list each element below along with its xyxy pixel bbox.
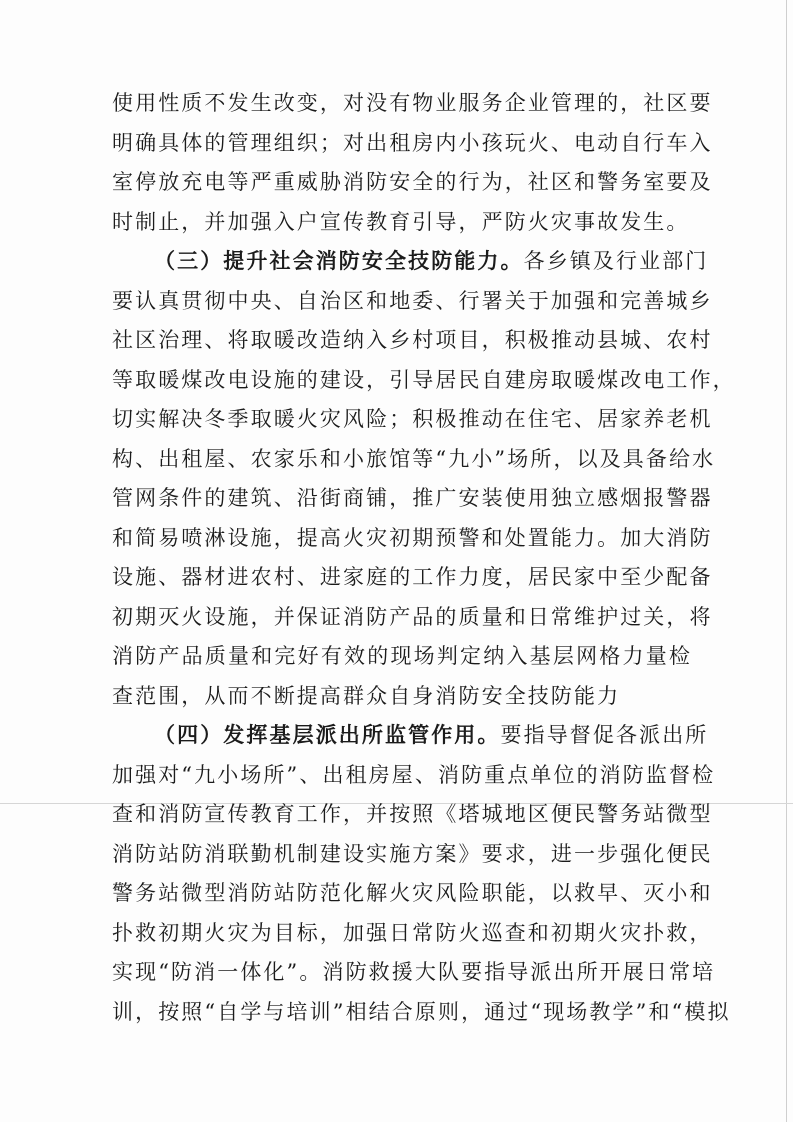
text-line: 消防站防消联勤机制建设实施方案》要求，进一步强化便民 bbox=[112, 841, 713, 866]
text-line: 构、出租屋、农家乐和小旅馆等“九小”场所，以及具备给水 bbox=[112, 446, 716, 471]
text-line: 训，按照“自学与培训”相结合原则，通过“现场教学”和“模拟 bbox=[112, 999, 731, 1024]
text-line: 扑救初期火灾为目标，加强日常防火巡查和初期火灾扑救， bbox=[112, 920, 713, 945]
text-line: 时制止，并加强入户宣传教育引导，严防火灾事故发生。 bbox=[112, 209, 690, 234]
text-line: 加强对“九小场所”、出租房屋、消防重点单位的消防监督检 bbox=[112, 762, 716, 787]
text-line: 初期灭火设施，并保证消防产品的质量和日常维护过关，将 bbox=[112, 604, 713, 629]
paragraph-4-lead: 要指导督促各派出所 bbox=[500, 723, 709, 747]
text-line: 查范围，从而不断提高群众自身消防安全技防能力 bbox=[112, 683, 621, 708]
text-line: 明确具体的管理组织；对出租房内小孩玩火、电动自行车入 bbox=[112, 130, 713, 155]
text-line: 等取暖煤改电设施的建设，引导居民自建房取暖煤改电工作， bbox=[112, 367, 736, 392]
paragraph-3-first-line bbox=[112, 242, 709, 282]
text-line: 要认真贯彻中央、自治区和地委、行署关于加强和完善城乡 bbox=[112, 288, 713, 313]
text-line: 查和消防宣传教育工作，并按照《塔城地区便民警务站微型 bbox=[112, 802, 713, 826]
paragraph-4-first-line bbox=[112, 716, 709, 756]
text-line: 社区治理、将取暖改造纳入乡村项目，积极推动县城、农村 bbox=[112, 328, 713, 352]
text-line: 切实解决冬季取暖火灾风险；积极推动在住宅、居家养老机 bbox=[112, 407, 713, 431]
body-text bbox=[112, 84, 736, 1032]
paragraph-3-heading: （三）提升社会消防安全技防能力。 bbox=[154, 249, 524, 273]
text-line: 管网条件的建筑、沿街商铺，推广安装使用独立感烟报警器 bbox=[112, 486, 713, 510]
paragraph-3-lead: 各乡镇及行业部门 bbox=[523, 249, 709, 273]
text-line: 使用性质不发生改变，对没有物业服务企业管理的，社区要 bbox=[112, 91, 713, 115]
text-line: 设施、器材进农村、进家庭的工作力度，居民家中至少配备 bbox=[112, 565, 713, 589]
text-line: 室停放充电等严重威胁消防安全的行为，社区和警务室要及 bbox=[112, 170, 713, 194]
text-line: 消防产品质量和完好有效的现场判定纳入基层网格力量检 bbox=[112, 644, 692, 668]
paragraph-4-heading: （四）发挥基层派出所监管作用。 bbox=[154, 723, 501, 747]
page-edge bbox=[786, 0, 787, 1122]
text-line: 实现“防消一体化”。消防救援大队要指导派出所开展日常培 bbox=[112, 960, 716, 984]
text-line: 和简易喷淋设施，提高火灾初期预警和处置能力。加大消防 bbox=[112, 525, 713, 550]
text-line: 警务站微型消防站防范化解火灾风险职能，以救早、灭小和 bbox=[112, 881, 713, 905]
